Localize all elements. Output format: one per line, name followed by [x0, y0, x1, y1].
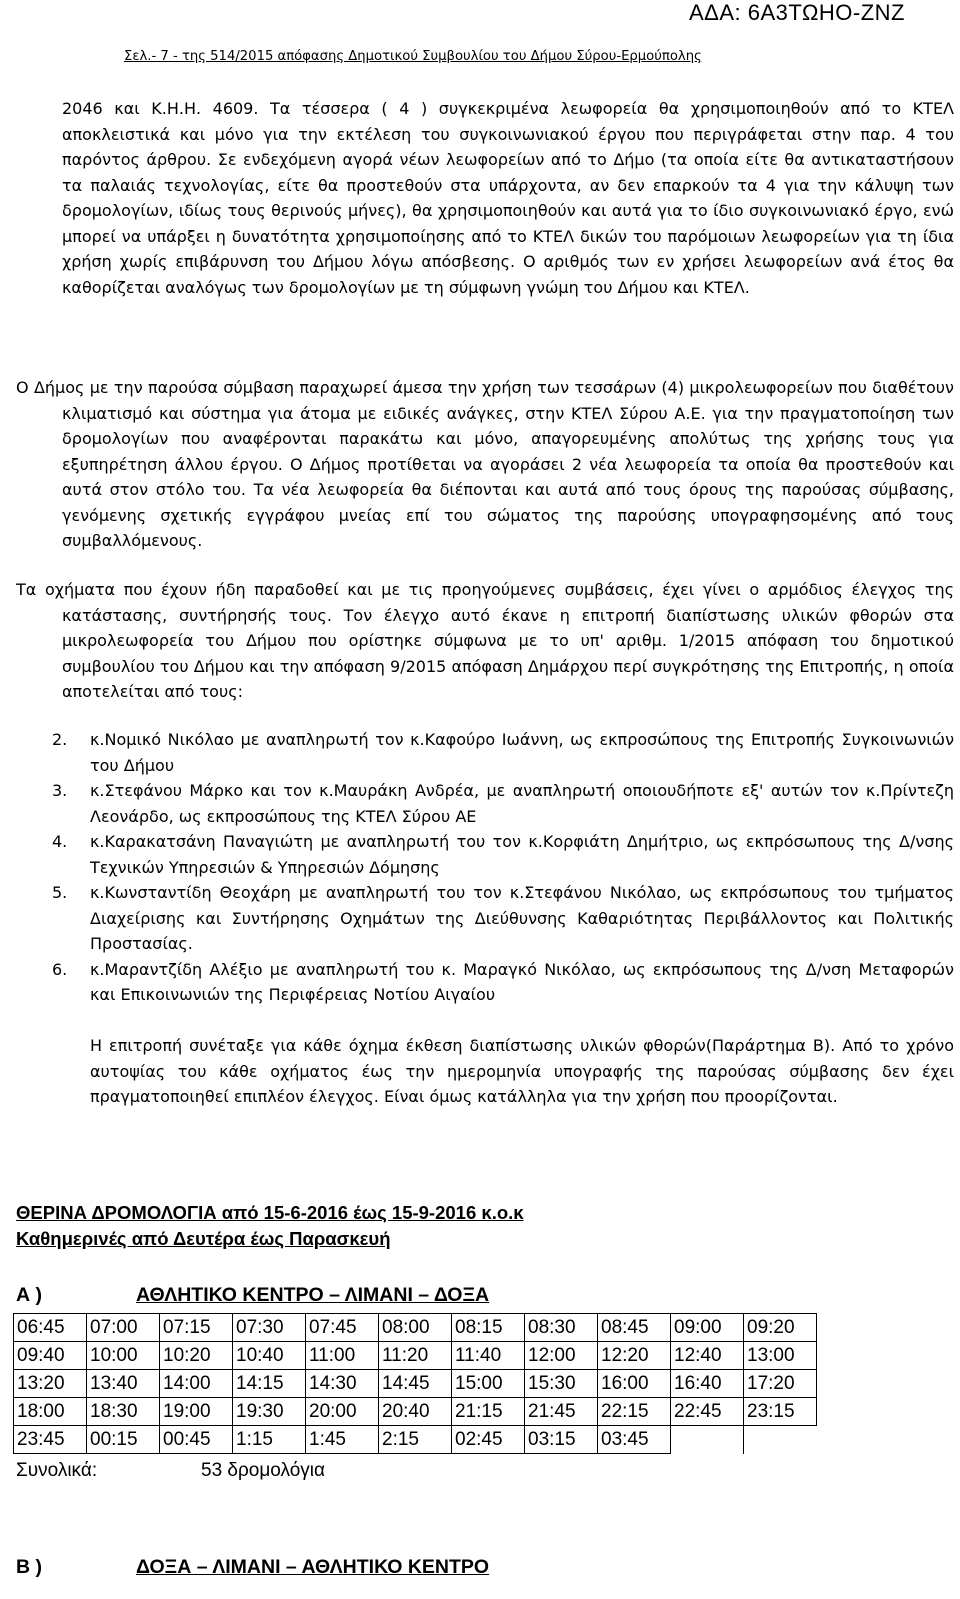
section-route: ΔΟΞΑ – ΛΙΜΑΝΙ – ΑΘΛΗΤΙΚΟ ΚΕΝΤΡΟ: [136, 1556, 490, 1578]
paragraph-buses-usage: 2046 και Κ.Η.Η. 4609. Τα τέσσερα ( 4 ) συγκεκριμένα λεωφορεία θα χρησιμοποιηθούν από το ΚΤΕΛ αποκλειστικά και μόνο για την εκτέλεση του συγκοινωνιακού έργου που περιγράφεται στην παρ. 4 του παρόντος άρθρου. Σε ενδεχόμενη αγορά νέων λεωφορείων από το Δήμο (τα οποία είτε θα αντικαταστήσουν τα παλαιάς τεχνολογίας, είτε θα προστεθούν στα υπάρχοντα, αν δεν επαρκούν τα 4 για την κάλυψη των δρομολογίων, ιδίως τους θερινούς μήνες), θα χρησιμοποιηθούν και αυτά για το ίδιο συγκοινωνιακό έργο, ενώ μπορεί να υπάρξει η δυνατότητα χρησιμοποίησης από το ΚΤΕΛ δικών του παρόμοιων λεωφορείων για τη ίδια χρήση χωρίς επιβάρυνση του Δήμου λόγω απόσβεσης. Ο αριθμός των εν χρήσει λεωφορείων ανά έτος θα καθορίζεται αναλόγως των δρομολογίων με τη σύμφωνη γνώμη του Δήμου και ΚΤΕΛ.: [62, 99, 954, 297]
table-cell: 09:00: [671, 1314, 744, 1342]
paragraph-municipality-concession: Ο Δήμος με την παρούσα σύμβαση παραχωρεί άμεσα την χρήση των τεσσάρων (4) μικρολεωφορείων που διαθέτουν κλιματισμό και σύστημα για άτομα με ειδικές ανάγκες, στην ΚΤΕΛ Σύρου Α.Ε. για την πραγματοποίηση των δρομολογίων που αναφέρονται παρακάτω και μόνο, απαγορευμένης απολύτως της χρήσης τους για εξυπηρέτηση άλλου έργου. Ο Δήμος προτίθεται να αγοράσει 2 νέα λεωφορεία τα οποία θα προστεθούν και αυτά στον στόλο του. Τα νέα λεωφορεία θα διέπονται και αυτά από τους όρους της παρούσας σύμβασης, γενόμενης σχετικής εγγράφου μνείας επί του σώματος της παρούσης υπογραφησομένης από τους συμβαλλόμενους.: [16, 378, 954, 550]
table-cell: 21:45: [525, 1398, 598, 1426]
table-cell: 17:20: [744, 1370, 817, 1398]
table-cell: 12:20: [598, 1342, 671, 1370]
table-cell: 07:30: [233, 1314, 306, 1342]
list-text: κ.Καρακατσάνη Παναγιώτη με αναπληρωτή του τον κ.Κορφιάτη Δημήτριο, ως εκπρόσωπους της Δ/νσης Τεχνικών Υπηρεσιών & Υπηρεσιών Δόμησης: [90, 832, 954, 877]
table-cell: 07:45: [306, 1314, 379, 1342]
table-cell: 12:00: [525, 1342, 598, 1370]
table-cell: 23:45: [14, 1426, 87, 1454]
decision-reference: Σελ.- 7 - της 514/2015 απόφασης Δημοτικού Συμβουλίου του Δήμου Σύρου-Ερμούπολης: [124, 49, 702, 64]
list-text: κ.Στεφάνου Μάρκο και τον κ.Μαυράκη Ανδρέα, με αναπληρωτή οποιουδήποτε εξ' αυτών τον κ.Πρίντεζη Λεονάρδο, ως εκπροσώπους της ΚΤΕΛ Σύρου ΑΕ: [90, 781, 954, 826]
table-cell: 10:00: [87, 1342, 160, 1370]
list-number: 3.: [52, 781, 68, 800]
table-cell: 18:30: [87, 1398, 160, 1426]
table-cell: 14:45: [379, 1370, 452, 1398]
table-cell: [671, 1426, 744, 1454]
schedule-table: [13, 1313, 817, 1454]
table-cell: 19:00: [160, 1398, 233, 1426]
list-number: 4.: [52, 832, 68, 851]
table-cell: 03:15: [525, 1426, 598, 1454]
list-text: κ.Κωνσταντίδη Θεοχάρη με αναπληρωτή του τον κ.Στεφάνου Νικόλαο, ως εκπρόσωπους του τμήματος Διαχείρισης και Συντήρησης Οχημάτων της Διεύθυνσης Καθαριότητας Περιβάλλοντος και Πολιτικής Προστασίας.: [90, 883, 954, 953]
table-row: [14, 1314, 817, 1342]
list-number: 2.: [52, 730, 68, 749]
table-cell: 10:20: [160, 1342, 233, 1370]
table-cell: 11:00: [306, 1342, 379, 1370]
table-cell: 06:45: [14, 1314, 87, 1342]
table-cell: 14:30: [306, 1370, 379, 1398]
table-cell: 15:00: [452, 1370, 525, 1398]
table-cell: 07:00: [87, 1314, 160, 1342]
table-cell: 16:00: [598, 1370, 671, 1398]
table-cell: 08:45: [598, 1314, 671, 1342]
list-item: [52, 957, 954, 1008]
total-label: Συνολικά:: [16, 1460, 98, 1481]
section-letter: Α ): [16, 1284, 42, 1306]
table-cell: 15:30: [525, 1370, 598, 1398]
list-item: [52, 829, 954, 880]
list-number: 6.: [52, 959, 68, 979]
table-cell: 08:00: [379, 1314, 452, 1342]
table-cell: 1:15: [233, 1426, 306, 1454]
table-cell: 10:40: [233, 1342, 306, 1370]
table-cell: 08:15: [452, 1314, 525, 1342]
section-b-heading: [16, 1556, 489, 1579]
table-cell: 22:45: [671, 1398, 744, 1426]
ada-code: ΑΔΑ: 6Α3ΤΩΗΟ-ΖΝΖ: [689, 0, 905, 25]
table-cell: 20:00: [306, 1398, 379, 1426]
table-cell: 00:15: [87, 1426, 160, 1454]
table-cell: 19:30: [233, 1398, 306, 1426]
table-cell: 23:15: [744, 1398, 817, 1426]
list-number: 5.: [52, 883, 68, 902]
table-row: [14, 1398, 817, 1426]
table-cell: 14:00: [160, 1370, 233, 1398]
list-item: [52, 727, 954, 778]
list-item: [52, 778, 954, 829]
table-cell: 11:20: [379, 1342, 452, 1370]
table-cell: 16:40: [671, 1370, 744, 1398]
paragraph-committee-report: Η επιτροπή συνέταξε για κάθε όχημα έκθεση διαπίστωσης υλικών φθορών(Παράρτημα Β). Από το χρόνο αυτοψίας του κάθε οχήματος έως την ημερομηνία υπογραφής της παρούσας σύμβασης δεν έχει πραγματοποιηθεί επιπλέον έλεγχος. Είναι όμως κατάλληλα για την χρήση που προορίζονται.: [90, 1036, 954, 1106]
table-cell: 07:15: [160, 1314, 233, 1342]
table-cell: 18:00: [14, 1398, 87, 1426]
table-cell: 02:45: [452, 1426, 525, 1454]
paragraph-vehicle-inspection: Τα οχήματα που έχουν ήδη παραδοθεί και με τις προηγούμενες συμβάσεις, έχει γίνει ο αρμόδιος έλεγχος της κατάστασης, συντήρησής τους. Τον έλεγχο αυτό έκανε η επιτροπή διαπίστωσης υλικών φθορών στα μικρολεωφορεία του Δήμου που ορίστηκε σύμφωνα με το υπ' αριθμ. 1/2015 απόφαση του δημοτικού συμβουλίου του Δήμου και την απόφαση 9/2015 απόφαση Δημάρχου περί συγκρότησης της Επιτροπής, η οποία αποτελείται από τους:: [16, 580, 954, 701]
table-cell: 20:40: [379, 1398, 452, 1426]
schedule-subtitle: Καθημερινές από Δευτέρα έως Παρασκευή: [16, 1228, 391, 1249]
table-cell: 13:20: [14, 1370, 87, 1398]
table-cell: 21:15: [452, 1398, 525, 1426]
section-route: ΑΘΛΗΤΙΚΟ ΚΕΝΤΡΟ – ΛΙΜΑΝΙ – ΔΟΞΑ: [136, 1284, 490, 1306]
table-cell: 08:30: [525, 1314, 598, 1342]
table-cell: 12:40: [671, 1342, 744, 1370]
table-cell: 09:40: [14, 1342, 87, 1370]
committee-members-list: [52, 727, 954, 1008]
table-row: [14, 1370, 817, 1398]
table-cell: 03:45: [598, 1426, 671, 1454]
table-cell: 2:15: [379, 1426, 452, 1454]
table-row: [14, 1342, 817, 1370]
table-cell: [744, 1426, 817, 1454]
list-item: [52, 880, 954, 957]
table-cell: 09:20: [744, 1314, 817, 1342]
table-cell: 14:15: [233, 1370, 306, 1398]
schedule-total: [16, 1460, 325, 1482]
table-row: [14, 1426, 817, 1454]
list-text: κ.Νομικό Νικόλαο με αναπληρωτή τον κ.Καφούρο Ιωάννη, ως εκπροσώπους της Επιτροπής Συγκοινωνιών του Δήμου: [90, 730, 954, 775]
total-value: 53 δρομολόγια: [201, 1460, 326, 1481]
schedule-title: ΘΕΡΙΝΑ ΔΡΟΜΟΛΟΓΙΑ από 15-6-2016 έως 15-9-2016 κ.ο.κ: [16, 1202, 524, 1223]
table-cell: 22:15: [598, 1398, 671, 1426]
section-letter: Β ): [16, 1556, 42, 1578]
table-cell: 00:45: [160, 1426, 233, 1454]
table-cell: 13:40: [87, 1370, 160, 1398]
list-text: κ.Μαραντζίδη Αλέξιο με αναπληρωτή του κ. Μαραγκό Νικόλαο, ως εκπρόσωπους της Δ/νση Μεταφορών και Επικοινωνιών της Περιφέρειας Νοτίου Αιγαίου: [90, 959, 954, 1004]
section-a-heading: [16, 1284, 489, 1307]
table-cell: 13:00: [744, 1342, 817, 1370]
table-cell: 1:45: [306, 1426, 379, 1454]
table-cell: 11:40: [452, 1342, 525, 1370]
